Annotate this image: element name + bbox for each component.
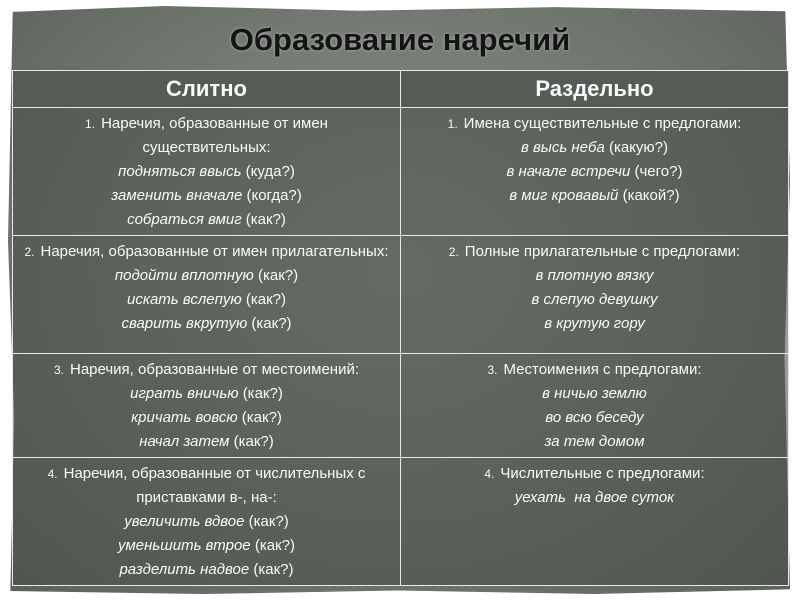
- rule-number: 2.: [24, 245, 35, 259]
- example: кричать вовсю (как?): [131, 409, 282, 426]
- example: в высь неба (какую?): [520, 139, 669, 156]
- example: за тем домом: [544, 433, 645, 450]
- rule-text: Полные прилагательные с предлогами:: [464, 243, 741, 260]
- rule-heading: [19, 358, 394, 382]
- rule-text: Числительные с предлогами:: [500, 465, 705, 482]
- example: собраться вмиг (как?): [127, 211, 286, 228]
- table-row: [13, 236, 789, 354]
- rule-number: 1.: [85, 117, 96, 131]
- rule-heading: [19, 462, 394, 510]
- table-header-row: [13, 71, 789, 108]
- example: во всю беседу: [545, 409, 644, 426]
- rule-number: 3.: [487, 363, 498, 377]
- example: сварить вкрутую (как?): [121, 315, 292, 332]
- cell-together: [13, 354, 401, 458]
- cell-together: [13, 108, 401, 236]
- cell-together: [13, 458, 401, 586]
- example: уменьшить втрое (как?): [118, 537, 295, 554]
- slide-title: Образование наречий: [229, 22, 571, 57]
- example: увеличить вдвое (как?): [124, 513, 289, 530]
- example: искать вслепую (как?): [127, 291, 286, 308]
- table-row: [13, 458, 789, 586]
- example: играть вничью (как?): [130, 385, 283, 402]
- example: начал затем (как?): [139, 433, 274, 450]
- rule-heading: [407, 358, 782, 382]
- rule-heading: [19, 240, 394, 264]
- rule-text: Местоимения с предлогами:: [503, 361, 702, 378]
- example: разделить надвое (как?): [119, 561, 294, 578]
- example: подняться ввысь (куда?): [118, 163, 295, 180]
- example: подойти вплотную (как?): [114, 267, 299, 284]
- rule-heading: [407, 240, 782, 264]
- adverb-table: [12, 70, 789, 586]
- column-header-together: Слитно: [13, 71, 401, 108]
- rule-heading: [407, 462, 782, 486]
- example: в ничью землю: [542, 385, 647, 402]
- example: в начале встречи (чего?): [506, 163, 683, 180]
- example: в крутую гору: [544, 315, 645, 332]
- rule-text: Наречия, образованные от имен прилагательных:: [40, 243, 389, 260]
- cell-together: [13, 236, 401, 354]
- example: в миг кровавый (какой?): [509, 187, 680, 204]
- rule-text: Имена существительные с предлогами:: [463, 115, 742, 132]
- rule-number: 2.: [448, 245, 459, 259]
- cell-separate: [401, 108, 789, 236]
- rule-text: Наречия, образованные от местоимений:: [70, 361, 360, 378]
- table-row: [13, 108, 789, 236]
- rule-number: 4.: [484, 467, 495, 481]
- cell-separate: [401, 354, 789, 458]
- example: в плотную вязку: [535, 267, 654, 284]
- cell-separate: [401, 458, 789, 586]
- example: уехать на двое суток: [514, 489, 675, 506]
- column-header-separate: Раздельно: [401, 71, 789, 108]
- example: заменить вначале (когда?): [111, 187, 302, 204]
- rule-heading: [407, 112, 782, 136]
- rule-heading: [19, 112, 394, 160]
- rule-number: 3.: [53, 363, 64, 377]
- rule-number: 1.: [447, 117, 458, 131]
- rule-number: 4.: [47, 467, 58, 481]
- table-row: [13, 354, 789, 458]
- cell-separate: [401, 236, 789, 354]
- rule-text: Наречия, образованные от имен существительных:: [101, 115, 328, 156]
- example: в слепую девушку: [531, 291, 658, 308]
- rule-text: Наречия, образованные от числительных с приставками в-, на-:: [63, 465, 366, 506]
